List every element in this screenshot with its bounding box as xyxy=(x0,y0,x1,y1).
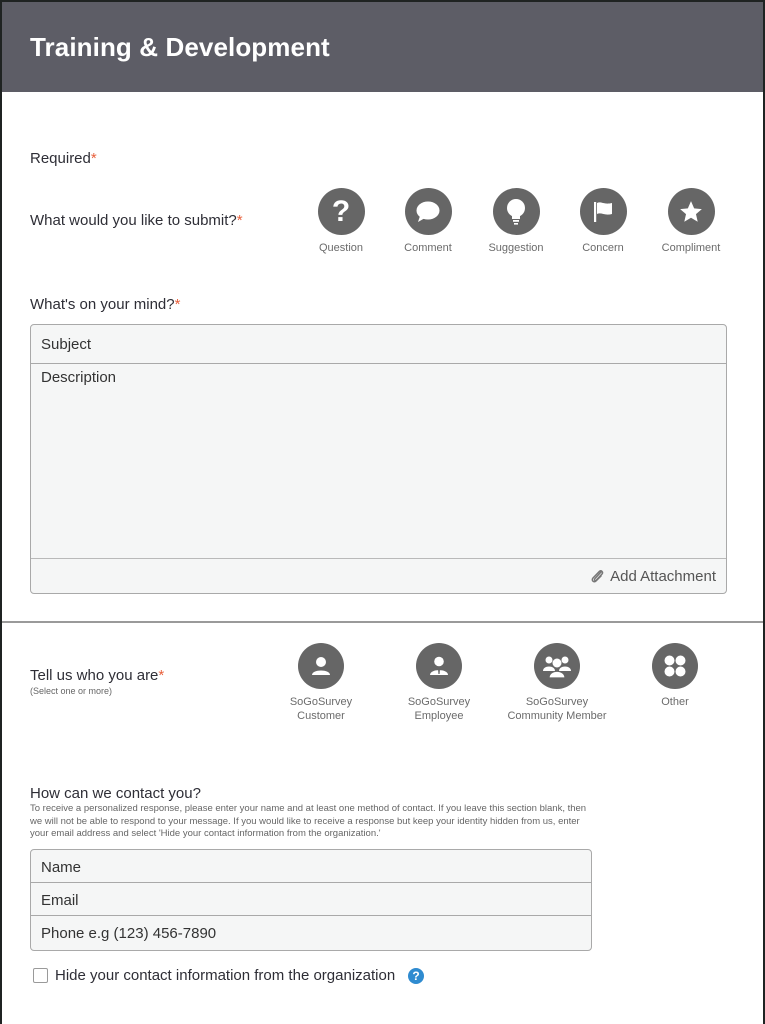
message-box xyxy=(30,324,727,594)
who-option-other[interactable] xyxy=(630,643,720,709)
email-input[interactable]: Email xyxy=(31,883,591,916)
subject-input[interactable]: Subject xyxy=(31,325,726,364)
hide-contact-label[interactable]: Hide your contact information from the organization xyxy=(55,967,396,984)
lightbulb-icon[interactable] xyxy=(493,188,540,235)
option-label-line1: Other xyxy=(661,696,689,708)
contact-fields xyxy=(30,849,592,951)
who-option-community-member[interactable] xyxy=(502,643,612,723)
option-label-line2: Community Member xyxy=(507,710,607,722)
page-header xyxy=(2,2,763,92)
help-icon[interactable] xyxy=(408,968,424,984)
hide-contact-checkbox[interactable] xyxy=(33,968,48,983)
required-note xyxy=(30,150,97,167)
required-star: * xyxy=(158,667,165,684)
phone-input[interactable]: Phone e.g (123) 456-7890 xyxy=(41,925,217,942)
option-label xyxy=(394,695,484,723)
who-option-customer[interactable] xyxy=(276,643,366,723)
option-label xyxy=(502,695,612,723)
star-icon[interactable] xyxy=(668,188,715,235)
submit-option-compliment[interactable] xyxy=(646,188,736,255)
who-option-employee[interactable] xyxy=(394,643,484,723)
submit-option-comment[interactable] xyxy=(383,188,473,255)
speech-bubble-icon[interactable] xyxy=(405,188,452,235)
option-label-line2: Customer xyxy=(297,710,345,722)
section-divider xyxy=(2,621,763,623)
contact-description: To receive a personalized response, please enter your name and at least one method of contact. If you leave this section blank, then we will not be able to respond to your message. If you would like to receive a response but keep your identity hidden from us, enter your email address and select 'Hide your contact information from the organization.' xyxy=(30,803,587,839)
employee-icon[interactable] xyxy=(416,643,462,689)
name-input[interactable]: Name xyxy=(31,850,591,883)
option-label-line1: SoGoSurvey xyxy=(407,696,471,708)
question-icon[interactable]: ? xyxy=(318,188,365,235)
option-label: Comment xyxy=(404,242,452,254)
help-glyph: ? xyxy=(412,969,420,983)
mind-question xyxy=(30,296,180,313)
flag-icon[interactable] xyxy=(580,188,627,235)
submit-option-question[interactable] xyxy=(296,188,386,255)
add-attachment-label: Add Attachment xyxy=(610,567,716,585)
option-label-line2: Employee xyxy=(414,710,464,722)
option-label xyxy=(630,695,720,709)
required-star: * xyxy=(90,150,97,167)
option-label: Compliment xyxy=(661,242,721,254)
submit-option-concern[interactable] xyxy=(558,188,648,255)
paperclip-icon xyxy=(590,568,604,584)
mind-label: What's on your mind? xyxy=(30,296,175,313)
contact-question: How can we contact you? xyxy=(30,785,201,802)
required-label: Required xyxy=(30,150,91,167)
option-label xyxy=(276,695,366,723)
grid-dots-icon[interactable] xyxy=(652,643,698,689)
submit-type-label: What would you like to submit? xyxy=(30,212,237,229)
add-attachment-button[interactable] xyxy=(31,559,726,593)
description-textarea[interactable]: Description xyxy=(31,364,726,559)
who-question xyxy=(30,667,164,684)
required-star: * xyxy=(236,212,243,229)
customer-icon[interactable] xyxy=(298,643,344,689)
option-label-line1: SoGoSurvey xyxy=(289,696,353,708)
who-label: Tell us who you are xyxy=(30,667,159,684)
option-label: Question xyxy=(318,242,364,254)
required-star: * xyxy=(174,296,181,313)
community-icon[interactable] xyxy=(534,643,580,689)
who-hint: (Select one or more) xyxy=(30,686,113,696)
option-label: Suggestion xyxy=(488,242,544,254)
submit-option-suggestion[interactable] xyxy=(471,188,561,255)
option-label: Concern xyxy=(582,242,624,254)
option-label-line1: SoGoSurvey xyxy=(525,696,589,708)
feedback-form-page xyxy=(2,2,763,1024)
page-title: Training & Development xyxy=(30,31,330,62)
submit-type-question xyxy=(30,212,243,229)
